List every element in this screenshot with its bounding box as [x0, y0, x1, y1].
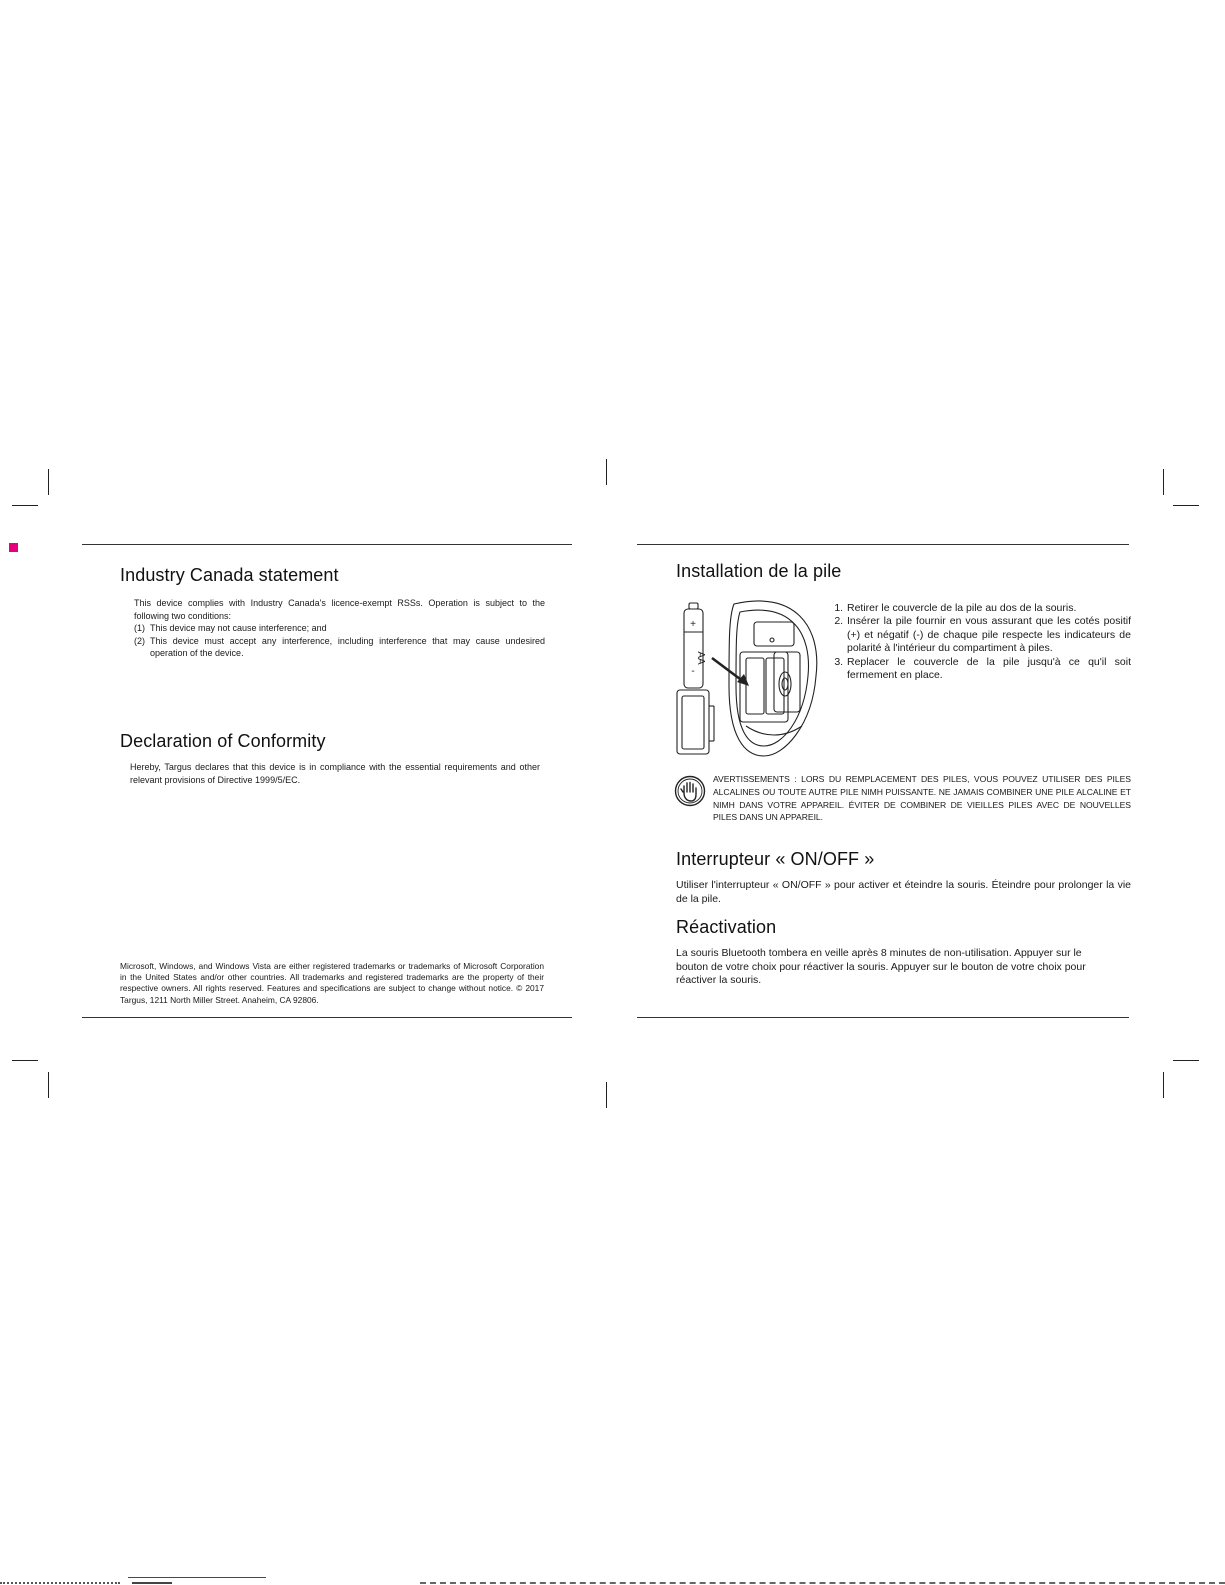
battery-step: 2. Insérer la pile fournir en vous assurant que les cotés positif (+) et négatif (-) de chaque pile respecte les indicateurs de polarité à l'intérieur du compartiment à piles. [846, 615, 1131, 655]
left-page-bottom-rule [82, 1017, 572, 1018]
condition-text: This device may not cause interference; and [150, 623, 327, 633]
right-page-top-rule [637, 544, 1129, 545]
battery-warning-text: AVERTISSEMENTS : LORS DU REMPLACEMENT DES PILES, VOUS POUVEZ UTILISER DES PILES ALCALINES OU TOUTE AUTRE PILE NIMH PUISSANTE. NE JAMAIS COMBINER UNE PILE ALCALINE ET NIMH DANS VOTRE APPAREIL. ÉVITER DE COMBINER DE VIEILLES PILES AVEC DE NOUVELLES PILES DANS UN APPAREIL. [713, 774, 1131, 823]
industry-canada-heading: Industry Canada statement [120, 565, 339, 585]
industry-canada-intro: This device complies with Industry Canada's licence-exempt RSSs. Operation is subject to the following two conditions: [134, 598, 545, 621]
bottom-edge-line [132, 1582, 172, 1584]
declaration-heading: Declaration of Conformity [120, 731, 326, 751]
crop-mark [1173, 505, 1199, 506]
condition-item [134, 622, 545, 635]
condition-number: (2) [134, 635, 145, 646]
condition-item [134, 635, 545, 660]
insert-arrow-icon [712, 658, 744, 682]
warning-hand-icon [674, 775, 706, 807]
switch-text: Utiliser l'interrupteur « ON/OFF » pour activer et éteindre la souris. Éteindre pour prolonger la vie de la pile. [676, 879, 1131, 905]
right-page-bottom-rule [637, 1017, 1129, 1018]
battery-section [676, 561, 1131, 582]
reactivation-section [676, 917, 1121, 988]
crop-mark [1173, 1060, 1199, 1061]
battery-step: 1. Retirer le couvercle de la pile au dos de la souris. [846, 602, 1131, 615]
crop-mark [48, 469, 49, 495]
condition-text: This device must accept any interference, including interference that may cause undesired operation of the device. [150, 635, 545, 658]
crop-mark [48, 1072, 49, 1098]
trademark-notice: Microsoft, Windows, and Windows Vista are either registered trademarks or trademarks of Microsoft Corporation in the United States and/or other countries. All trademarks and registered trademarks are the property of their respective owners. All rights reserved. Features and specifications are subject to change without notice. © 2017 Targus, 1211 North Miller Street. Anaheim, CA 92806. [120, 961, 544, 1005]
bottom-edge-line [128, 1577, 266, 1578]
battery-step: 3. Replacer le couvercle de la pile jusqu'à ce qu'il soit fermement en place. [846, 656, 1131, 683]
crop-mark [606, 1082, 607, 1108]
crop-mark [12, 505, 38, 506]
switch-heading: Interrupteur « ON/OFF » [676, 849, 875, 869]
battery-negative-label: - [691, 666, 695, 677]
reactivation-heading: Réactivation [676, 917, 777, 937]
declaration-text: Hereby, Targus declares that this device is in compliance with the essential requirements and other relevant provisions of Directive 1999/5/EC. [130, 762, 540, 785]
crop-mark [1163, 1072, 1164, 1098]
battery-steps-list [830, 602, 1131, 682]
crop-mark [606, 459, 607, 485]
crop-mark [12, 1060, 38, 1061]
industry-canada-section [120, 565, 545, 660]
left-page-top-rule [82, 544, 572, 545]
condition-number: (1) [134, 623, 145, 633]
switch-section [676, 849, 1131, 906]
reactivation-text: La souris Bluetooth tombera en veille après 8 minutes de non-utilisation. Appuyer sur le bouton de votre choix pour réactiver la souris. Appuyer sur le bouton de votre choix pour réactiver la souris. [676, 947, 1086, 986]
battery-installation-illustration [674, 596, 824, 758]
battery-heading: Installation de la pile [676, 561, 842, 581]
bottom-edge-line [420, 1582, 1225, 1584]
bottom-edge-line [0, 1582, 120, 1584]
crop-mark [1163, 469, 1164, 495]
battery-positive-label: + [690, 619, 696, 630]
battery-cover-icon [677, 690, 714, 754]
registration-mark [9, 543, 18, 552]
battery-type-label: AA [695, 651, 706, 665]
declaration-section [120, 731, 545, 786]
